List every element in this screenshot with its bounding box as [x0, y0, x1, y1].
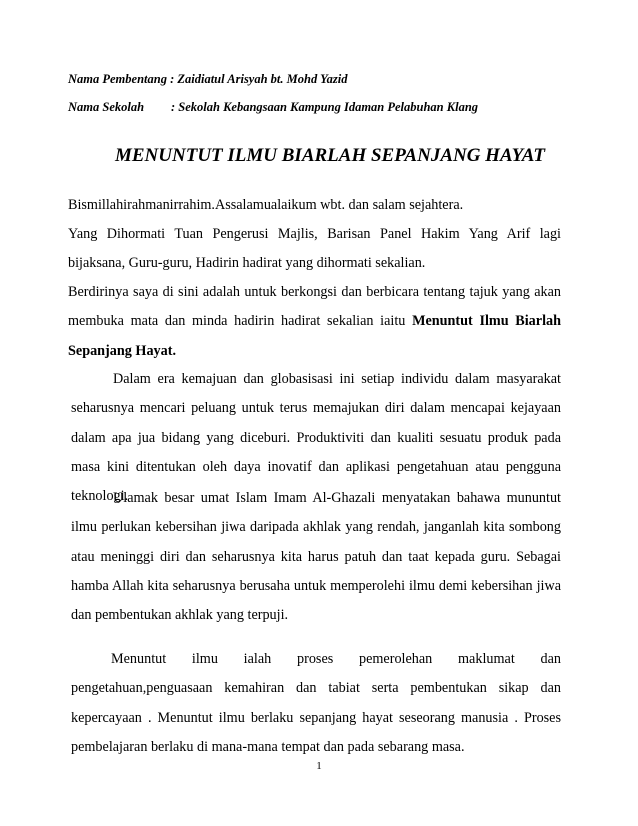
paragraph-ghazali: Ulamak besar umat Islam Imam Al-Ghazali menyatakan bahawa mununtut ilmu perlukan kebersihan jiwa daripada akhlak yang rendah, janganlah kita sombong atau meninggi diri dan seharusnya kita harus patuh dan taat kepada guru. Sebagai hamba Allah kita seharusnya berusaha untuk memperolehi ilmu demi kebersihan jiwa dan pembentukan akhlak yang terpuji. — [71, 490, 561, 624]
presenter-line — [68, 72, 347, 87]
intro-topic: Menuntut Ilmu Biarlah Sepanjang Hayat. — [68, 313, 562, 359]
school-label: Nama Sekolah — [68, 100, 145, 114]
document-title: MENUNTUT ILMU BIARLAH SEPANJANG HAYAT — [114, 145, 546, 166]
presenter-name: Zaidiatul Arisyah bt. Mohd Yazid — [177, 72, 348, 86]
page-number: 1 — [316, 760, 322, 772]
paragraph-salutation: Yang Dihormati Tuan Pengerusi Majlis, Barisan Panel Hakim Yang Arif lagi bijaksana, Guru-guru, Hadirin hadirat yang dihormati sekalian. — [68, 226, 561, 272]
school-line — [68, 100, 478, 115]
paragraph-globalisation: Dalam era kemajuan dan globasisasi ini setiap individu dalam masyarakat seharusnya mencari peluang untuk terus memajukan diri dalam mencapai kejayaan dalam apa jua bidang yang diceburi. Produktiviti dan kualiti sesuatu produk pada masa kini ditentukan oleh daya inovatif dan aplikasi pengetahuan atau pengguna teknologi. — [71, 371, 561, 505]
school-name: : Sekolah Kebangsaan Kampung Idaman Pelabuhan Klang — [171, 100, 479, 114]
paragraph-definition: Menuntut ilmu ialah proses pemerolehan maklumat dan pengetahuan,penguasaan kemahiran dan tabiat serta pembentukan sikap dan kepercayaan . Menuntut ilmu berlaku sepanjang hayat seseorang manusia . Proses pembelajaran berlaku di mana-mana tempat dan pada sebarang masa. — [71, 651, 561, 755]
presenter-label: Nama Pembentang : — [68, 72, 175, 86]
paragraph-introduction — [68, 278, 561, 366]
paragraph-greeting: Bismillahirahmanirrahim.Assalamualaikum wbt. dan salam sejahtera. — [68, 197, 464, 213]
intro-text: Berdirinya saya di sini adalah untuk berkongsi dan berbicara tentang tajuk yang akan membuka mata dan minda hadirin hadirat sekalian iaitu — [68, 284, 561, 330]
